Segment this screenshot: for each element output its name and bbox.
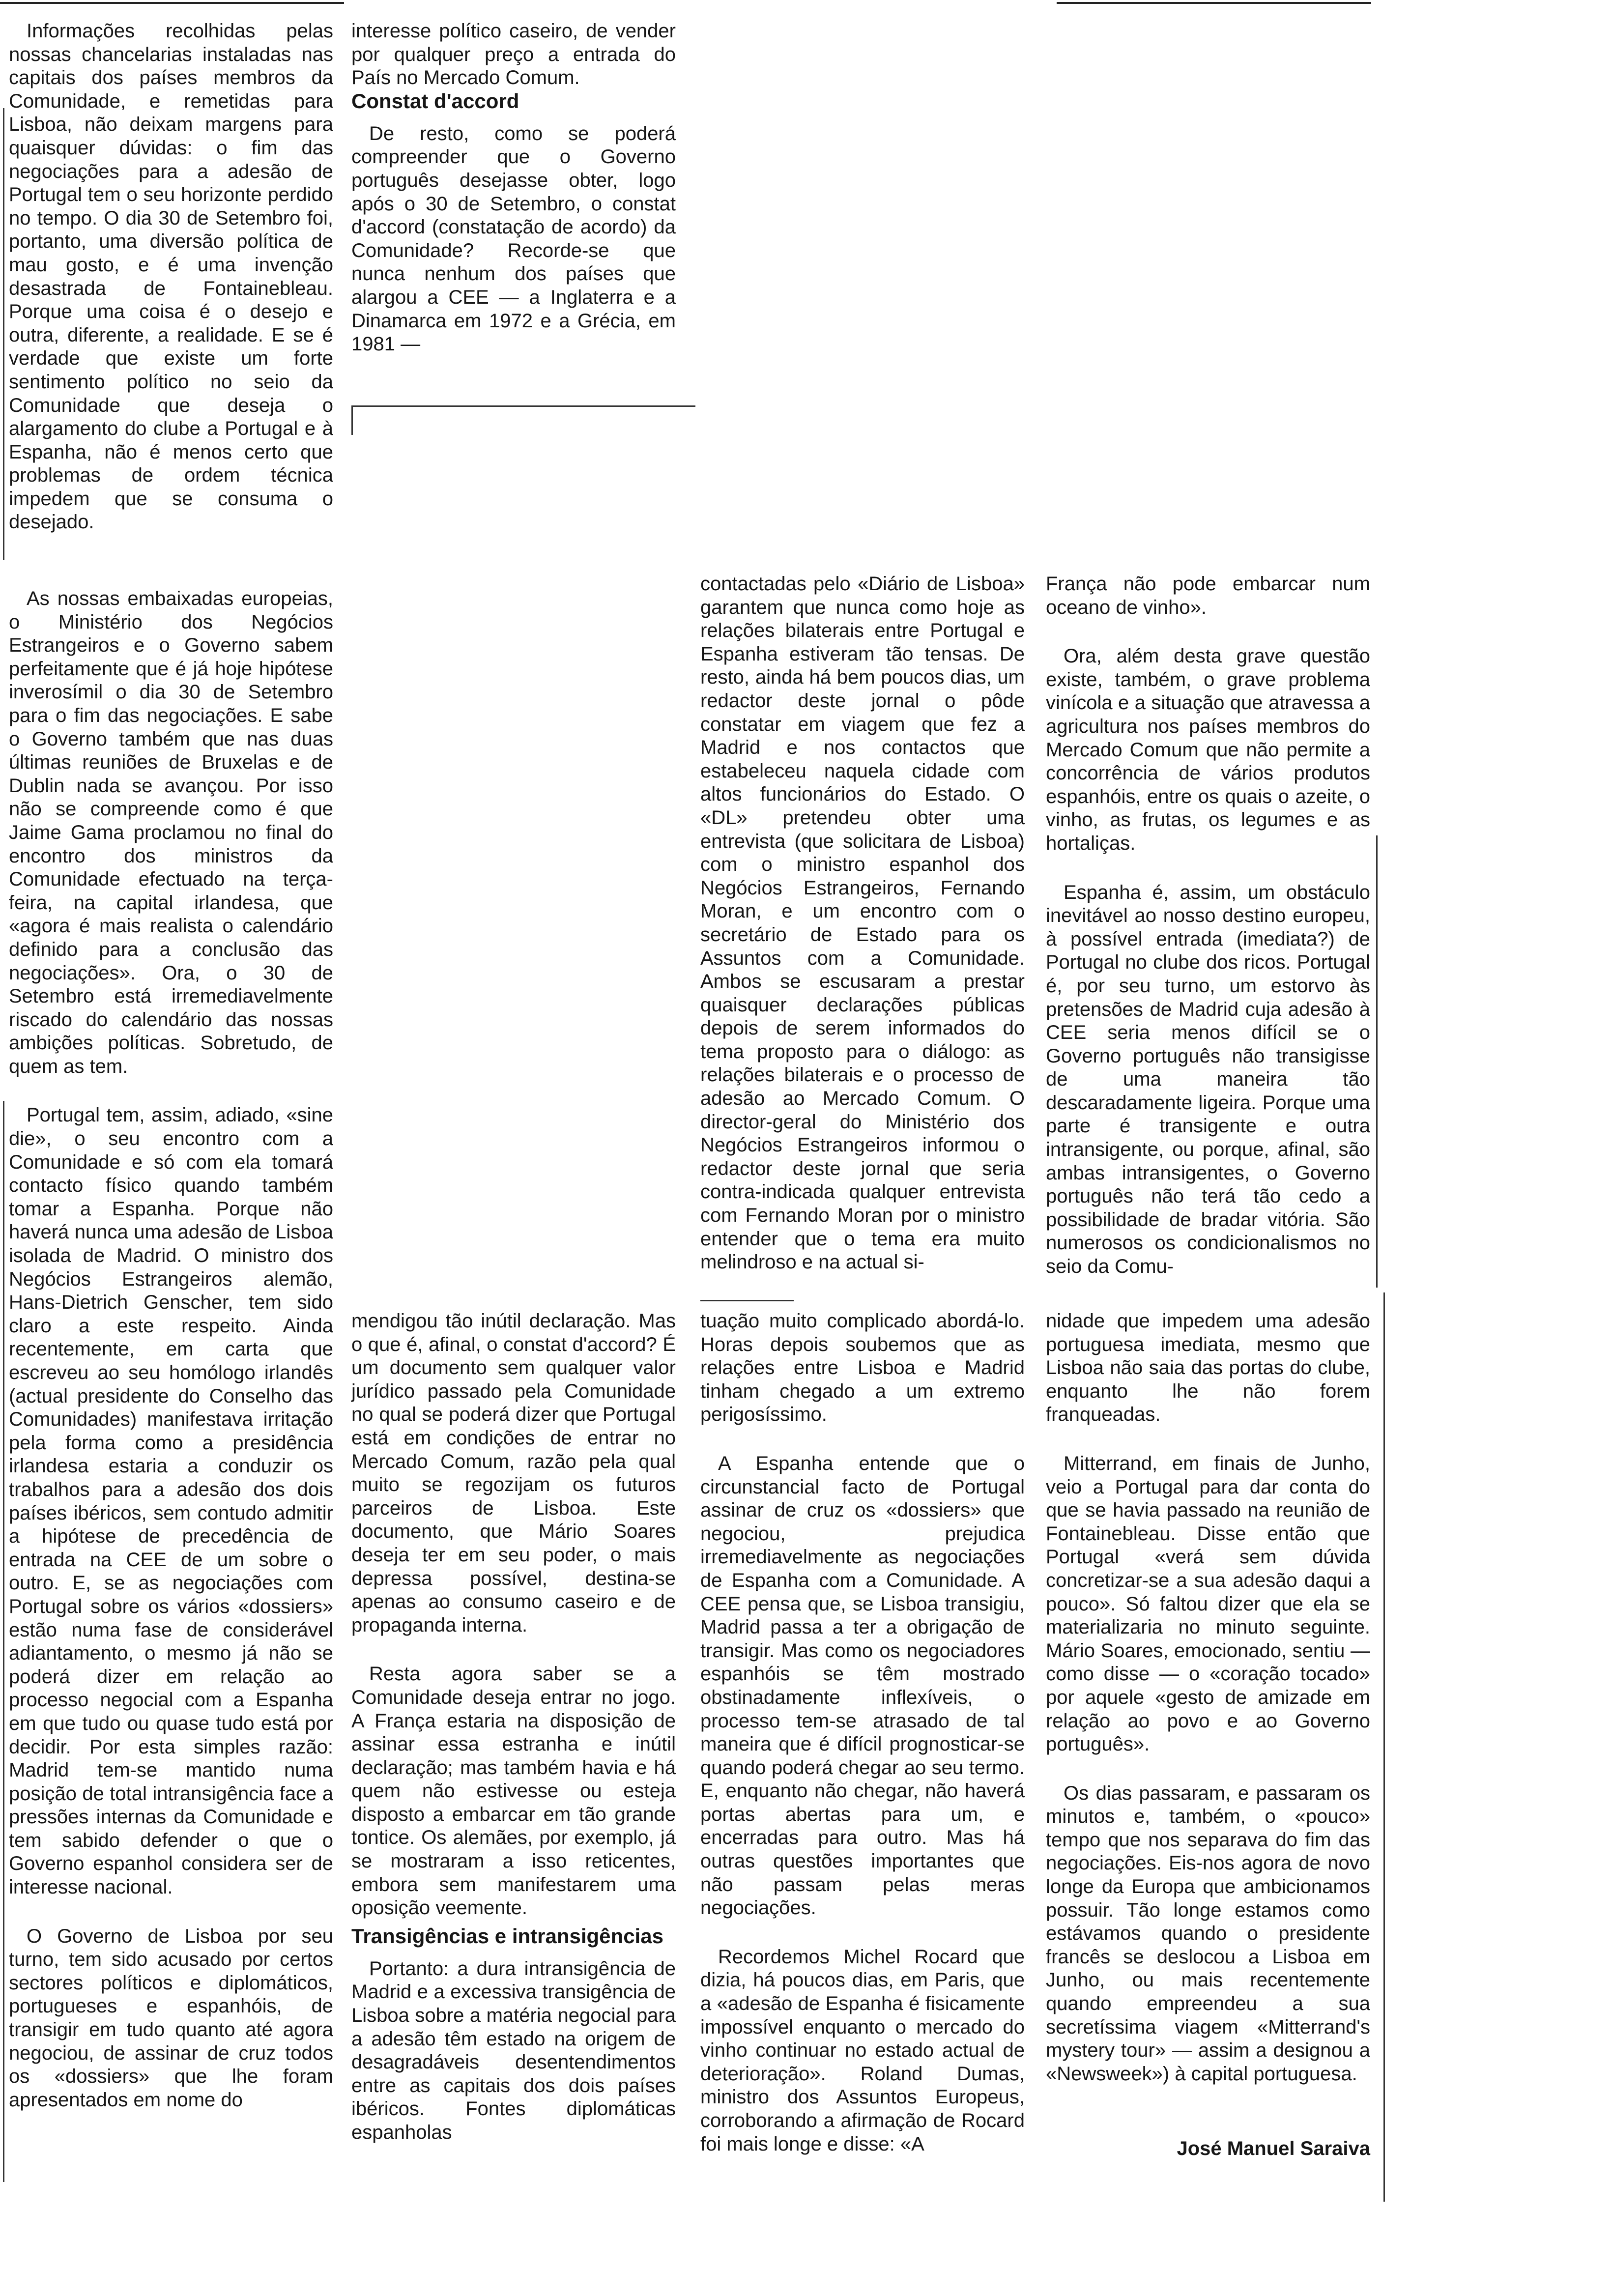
article-column-2-bottom [351,1310,676,2145]
paragraph: As nossas embaixadas europeias, o Ministério dos Negócios Estrangeiros e o Governo sabem perfeitamente que é já hoje hipótese inverosímil o dia 30 de Setembro para o fim das negociações. E sabe o Governo também que nas duas últimas reuniões de Bruxelas e de Dublin nada se avançou. Por isso não se compreende como é que Jaime Gama proclamou no final do encontro dos ministros da Comunidade efectuado na terça-feira, na capital irlandesa, que «agora é mais realista o calendário definido para a conclusão das negociações». Ora, o 30 de Setembro está irremediavelmente riscado do calendário das nossas ambições políticas. Sobretudo, de quem as tem. [9,588,333,1077]
article-column-2-top [351,20,676,356]
column-divider [1376,835,1378,1288]
author-byline: José Manuel Saraiva [1177,2138,1370,2159]
paragraph: interesse político caseiro, de vender por qualquer preço a entrada do País no Mercado Comum. [351,20,676,89]
section-heading: Constat d'accord [351,89,519,113]
top-rule-left [0,2,344,4]
article-column-4-bottom [1046,1310,1370,2086]
paragraph: A Espanha entende que o circunstancial facto de Portugal assinar de cruz os «dossiers» que negociou, prejudica irremediavelmente as negociações de Espanha com a Comunidade. A CEE pensa que, se Lisboa transigiu, Madrid passa a ter a obrigação de transigir. Mas como os negociadores espanhóis se têm mostrado obstinadamente inflexíveis, o processo tem-se atrasado de tal maneira que é difícil prognosticar-se quando poderá chegar ao seu termo. E, enquanto não chegar, não haverá portas abertas para um, e encerradas para outro. Mas há outras questões importantes que não passam pelas meras negociações. [700,1452,1025,1919]
paragraph: França não pode embarcar num oceano de vinho». [1046,573,1370,618]
article-column-1-bottom [9,587,333,2112]
article-column-3-top [700,573,1025,1274]
paragraph: Mitterrand, em finais de Junho, veio a Portugal para dar conta do que se havia passado na reunião de Fontainebleau. Disse então que Portugal «verá sem dúvida concretizar-se a sua adesão daqui a pouco». Só faltou dizer que ela se materializaria no minuto seguinte. Mário Soares, emocionado, sentiu — como disse — o «coração tocado» por aquele «gesto de amizade em relação ao povo e ao Governo português». [1046,1452,1370,1755]
paragraph: Os dias passaram, e passaram os minutos e, também, o «pouco» tempo que nos separava do fim das negociações. Eis-nos agora de novo longe da Europa que ambicionamos possuir. Tão longe estamos como estávamos quando o presidente francês se deslocou a Lisboa em Junho, ou mais recentemente quando empreendeu a sua secretíssima viagem «Mitterrand's mystery tour» — assim a designou a «Newsweek») à capital portuguesa. [1046,1782,1370,2085]
paragraph: Informações recolhidas pelas nossas chancelarias instaladas nas capitais dos países membros da Comunidade, e remetidas para Lisboa, não deixam margens para quaisquer dúvidas: o fim das negociações para a adesão de Portugal tem o seu horizonte perdido no tempo. O dia 30 de Setembro foi, portanto, uma diversão política de mau gosto, e é uma invenção desastrada de Fontainebleau. Porque uma coisa é o desejo e outra, diferente, a realidade. E se é verdade que existe um forte sentimento político no seio da Comunidade que deseja o alargamento do clube a Portugal e à Espanha, não é menos certo que problemas de ordem técnica impedem que se consuma o desejado. [9,20,333,533]
paragraph: Recordemos Michel Rocard que dizia, há poucos dias, em Paris, que a «adesão de Espanha é fisicamente impossível enquanto o mercado do vinho continuar no estado actual de deterioração». Roland Dumas, ministro dos Assuntos Europeus, corroborando a afirmação de Rocard foi mais longe e disse: «A [700,1946,1025,2155]
article-column-3-bottom [700,1310,1025,2156]
article-column-4-top [1046,573,1370,1279]
column-divider [3,1101,4,2182]
column-divider [3,108,4,560]
paragraph: Espanha é, assim, um obstáculo inevitável ao nosso destino europeu, à possível entrada (imediata?) de Portugal no clube dos ricos. Portugal é, por seu turno, um estorvo às pretensões de Madrid cuja adesão à CEE seria menos difícil se o Governo português não transigisse de uma maneira tão descaradamente ligeira. Porque uma parte é transigente e outra intransigente, ou porque, afinal, são ambas intransigentes, o Governo português não terá tão cedo a possibilidade de bradar vitória. São numerosos os condicionalismos no seio da Comu- [1046,881,1370,1278]
paragraph: O Governo de Lisboa por seu turno, tem sido acusado por certos sectores políticos e diplomáticos, portugueses e espanhóis, de transigir em tudo quanto até agora negociou, de assinar de cruz todos os «dossiers» que lhe foram apresentados em nome do [9,1925,333,2111]
paragraph: Portanto: a dura intransigência de Madrid e a excessiva transigência de Lisboa sobre a matéria negocial para a adesão têm estado na origem de desagradáveis desentendimentos entre as capitais dos dois países ibéricos. Fontes diplomáticas espanholas [351,1957,676,2143]
paragraph: nidade que impedem uma adesão portuguesa imediata, mesmo que Lisboa não saia das portas do clube, enquanto lhe não forem franqueadas. [1046,1310,1370,1426]
paragraph: Portugal tem, assim, adiado, «sine die», o seu encontro com a Comunidade e só com ela tomará contacto físico quando também tomar a Espanha. Porque não haverá nunca uma adesão de Lisboa isolada de Madrid. O ministro dos Negócios Estrangeiros alemão, Hans-Dietrich Genscher, tem sido claro a este respeito. Ainda recentemente, em carta que escreveu ao seu homólogo irlandês (actual presidente do Conselho das Comunidades) manifestava irritação pela forma como a presidência irlandesa estaria a conduzir os trabalhos para a adesão dos dois países ibéricos, sem contudo admitir a hipótese de precedência de entrada na CEE de um sobre o outro. E, se as negociações com Portugal sobre os vários «dossiers» estão numa fase de considerável adiantamento, o mesmo já não se poderá dizer em relação ao processo negocial com a Espanha em que tudo ou quase tudo está por decidir. Por esta simples razão: Madrid tem-se mantido numa posição de total intransigência face a pressões internas da Comunidade e tem sabido defender o que o Governo espanhol considera ser de interesse nacional. [9,1104,333,1898]
paragraph: tuação muito complicado abordá-lo. Horas depois soubemos que as relações entre Lisboa e Madrid tinham chegado a um extremo perigosíssimo. [700,1310,1025,1426]
section-rule [700,1300,794,1301]
paragraph: mendigou tão inútil declaração. Mas o que é, afinal, o constat d'accord? É um documento sem qualquer valor jurídico passado pela Comunidade no qual se poderá dizer que Portugal está em condições de entrar no Mercado Comum, razão pela qual muito se regozijam os futuros parceiros de Lisboa. Este documento, que Mário Soares deseja ter em seu poder, o mais depressa possível, destina-se apenas ao consumo caseiro e de propaganda interna. [351,1310,676,1636]
section-rule [351,405,695,407]
paragraph: Resta agora saber se a Comunidade deseja entrar no jogo. A França estaria na disposição de assinar essa estranha e inútil declaração; mas também havia e há quem não estivesse ou esteja disposto a embarcar em tão grande tontice. Os alemães, por exemplo, já se mostraram a isso reticentes, embora sem manifestarem uma oposição veemente. [351,1663,676,1919]
article-column-1-top [9,20,333,534]
paragraph: contactadas pelo «Diário de Lisboa» garantem que nunca como hoje as relações bilaterais entre Portugal e Espanha estiveram tão tensas. De resto, ainda há bem poucos dias, um redactor deste jornal o pôde constatar em viagem que fez a Madrid e nos contactos que estabeleceu naquela cidade com altos funcionários do Estado. O «DL» pretendeu obter uma entrevista (que solicitara de Lisboa) com o ministro espanhol dos Negócios Estrangeiros, Fernando Moran, e um encontro com o secretário de Estado para os Assuntos com a Comunidade. Ambos se escusaram a prestar quaisquer declarações públicas depois de serem informados do tema proposto para o diálogo: as relações bilaterais e o processo de adesão ao Mercado Comum. O director-geral do Ministério dos Negócios Estrangeiros informou o redactor deste jornal que seria contra-indicada qualquer entrevista com Fernando Moran por o ministro entender que o tema era muito melindroso e na actual si- [700,573,1025,1273]
paragraph: De resto, como se poderá compreender que o Governo português desejasse obter, logo após o 30 de Setembro, o constat d'accord (constatação de acordo) da Comunidade? Recorde-se que nunca nenhum dos países que alargou a CEE — a Inglaterra e a Dinamarca em 1972 e a Grécia, em 1981 — [351,122,676,355]
top-rule-right [1057,2,1371,4]
section-heading: Transigências e intransigências [351,1924,663,1948]
column-divider [351,405,353,435]
paragraph: Ora, além desta grave questão existe, também, o grave problema vinícola e a situação que atravessa a agricultura nos países membros do Mercado Comum que não permite a concorrência de vários produtos espanhóis, entre os quais o azeite, o vinho, as frutas, os legumes e as hortaliças. [1046,645,1370,854]
column-divider [1383,1292,1385,2202]
